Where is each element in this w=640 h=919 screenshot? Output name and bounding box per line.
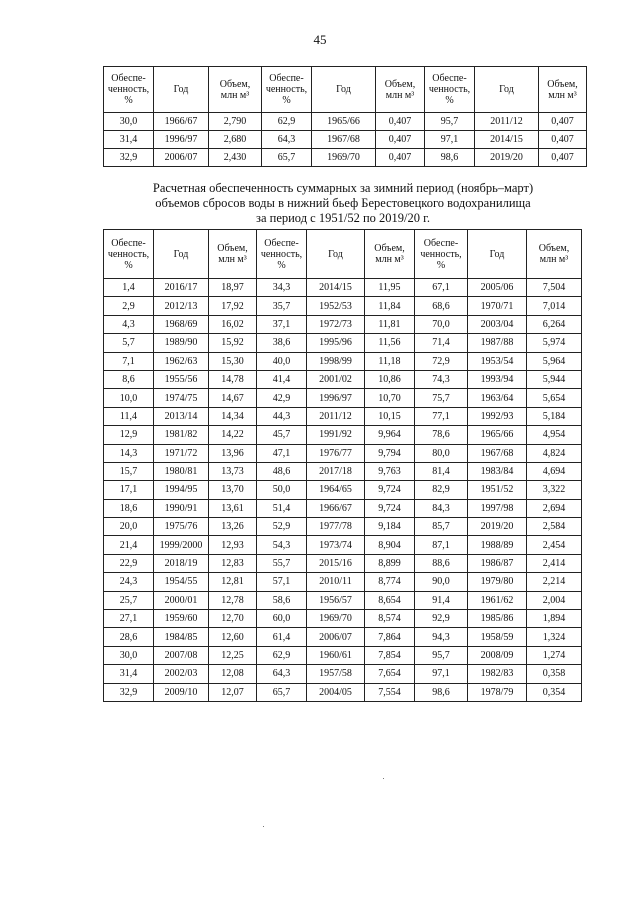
table-row [104, 573, 582, 591]
table-cell: 2011/12 [307, 407, 365, 425]
table-cell: 2009/10 [154, 683, 209, 701]
table-cell: 1971/72 [154, 444, 209, 462]
table-cell: 64,3 [262, 131, 312, 149]
table-cell: 8,574 [365, 610, 415, 628]
header-supply-1: Обеспе- ченность, % [104, 67, 154, 113]
table-cell: 1965/66 [468, 426, 527, 444]
table-cell: 1985/86 [468, 610, 527, 628]
table-cell: 75,7 [415, 389, 468, 407]
table-cell: 0,407 [539, 149, 587, 167]
table-cell: 84,3 [415, 499, 468, 517]
table-cell: 1959/60 [154, 610, 209, 628]
table-cell: 0,407 [539, 131, 587, 149]
table-cell: 2,584 [527, 518, 582, 536]
table-cell: 2000/01 [154, 591, 209, 609]
caption-line: Расчетная обеспеченность суммарных за зимний период (ноябрь–март) [152, 181, 534, 195]
table-cell: 14,67 [209, 389, 257, 407]
table-cell: 12,83 [209, 554, 257, 572]
table-cell: 2,454 [527, 536, 582, 554]
table-cell: 62,9 [262, 113, 312, 131]
table-cell: 14,34 [209, 407, 257, 425]
table-cell: 2003/04 [468, 315, 527, 333]
table-cell: 12,70 [209, 610, 257, 628]
table-cell: 2012/13 [154, 297, 209, 315]
table-cell: 1957/58 [307, 665, 365, 683]
table-cell: 90,0 [415, 573, 468, 591]
table-cell: 71,4 [415, 334, 468, 352]
table-cell: 13,26 [209, 518, 257, 536]
table-cell: 10,0 [104, 389, 154, 407]
table-cell: 2006/07 [154, 149, 209, 167]
table-cell: 1973/74 [307, 536, 365, 554]
table-cell: 1975/76 [154, 518, 209, 536]
table-cell: 98,6 [415, 683, 468, 701]
table-cell: 9,184 [365, 518, 415, 536]
table-cell: 1954/55 [154, 573, 209, 591]
table-cell: 1969/70 [307, 610, 365, 628]
table-cell: 1998/99 [307, 352, 365, 370]
table-row [104, 683, 582, 701]
table-cell: 7,654 [365, 665, 415, 683]
table-cell: 5,964 [527, 352, 582, 370]
table-row [104, 444, 582, 462]
table-cell: 5,974 [527, 334, 582, 352]
table-cell: 27,1 [104, 610, 154, 628]
table-cell: 1999/2000 [154, 536, 209, 554]
header-volume-3: Объем, млн м³ [527, 230, 582, 279]
table-cell: 7,1 [104, 352, 154, 370]
table-cell: 1972/73 [307, 315, 365, 333]
table-cell: 31,4 [104, 665, 154, 683]
table-cell: 5,184 [527, 407, 582, 425]
table-cell: 2011/12 [475, 113, 539, 131]
table-cell: 4,694 [527, 462, 582, 480]
table-cell: 10,70 [365, 389, 415, 407]
table-cell: 1970/71 [468, 297, 527, 315]
table-cell: 10,15 [365, 407, 415, 425]
table-cell: 1984/85 [154, 628, 209, 646]
table-row [104, 554, 582, 572]
table-cell: 7,854 [365, 646, 415, 664]
table-cell: 4,824 [527, 444, 582, 462]
table-cell: 98,6 [425, 149, 475, 167]
table-cell: 2014/15 [475, 131, 539, 149]
table-cell: 25,7 [104, 591, 154, 609]
table-cell: 1991/92 [307, 426, 365, 444]
table-cell: 11,56 [365, 334, 415, 352]
table-cell: 0,407 [376, 149, 425, 167]
table-cell: 7,554 [365, 683, 415, 701]
table-cell: 40,0 [257, 352, 307, 370]
table-cell: 2,414 [527, 554, 582, 572]
table-cell: 1997/98 [468, 499, 527, 517]
table-cell: 97,1 [425, 131, 475, 149]
table-row [104, 352, 582, 370]
table-cell: 1963/64 [468, 389, 527, 407]
table-cell: 1983/84 [468, 462, 527, 480]
table-cell: 70,0 [415, 315, 468, 333]
table-cell: 9,724 [365, 481, 415, 499]
table-cell: 11,4 [104, 407, 154, 425]
table-cell: 13,61 [209, 499, 257, 517]
table-cell: 88,6 [415, 554, 468, 572]
table-cell: 8,899 [365, 554, 415, 572]
table-cell: 1993/94 [468, 370, 527, 388]
table-row [104, 665, 582, 683]
table-cell: 58,6 [257, 591, 307, 609]
table-cell: 2,694 [527, 499, 582, 517]
table-cell: 1,4 [104, 279, 154, 297]
table-cell: 11,18 [365, 352, 415, 370]
table-cell: 1952/53 [307, 297, 365, 315]
table-cell: 2,004 [527, 591, 582, 609]
table-cell: 1986/87 [468, 554, 527, 572]
table-cell: 51,4 [257, 499, 307, 517]
table-cell: 2,9 [104, 297, 154, 315]
header-year-1: Год [154, 67, 209, 113]
table-cell: 2002/03 [154, 665, 209, 683]
table-cell: 18,6 [104, 499, 154, 517]
table-cell: 54,3 [257, 536, 307, 554]
table-header-row [104, 230, 582, 279]
table-cell: 1956/57 [307, 591, 365, 609]
table-cell: 2006/07 [307, 628, 365, 646]
table-row [104, 149, 587, 167]
table-cell: 14,3 [104, 444, 154, 462]
table-cell: 6,264 [527, 315, 582, 333]
table-cell: 2,214 [527, 573, 582, 591]
table-cell: 91,4 [415, 591, 468, 609]
table-cell: 0,407 [376, 131, 425, 149]
table-cell: 7,014 [527, 297, 582, 315]
table-cell: 64,3 [257, 665, 307, 683]
table-cell: 65,7 [257, 683, 307, 701]
header-supply-1: Обеспе- ченность, % [104, 230, 154, 279]
table-cell: 18,97 [209, 279, 257, 297]
table-cell: 28,6 [104, 628, 154, 646]
table-cell: 12,93 [209, 536, 257, 554]
table-cell: 1960/61 [307, 646, 365, 664]
header-supply-2: Обеспе- ченность, % [257, 230, 307, 279]
table-row [104, 334, 582, 352]
table-cell: 95,7 [415, 646, 468, 664]
table-cell: 12,9 [104, 426, 154, 444]
table-cell: 68,6 [415, 297, 468, 315]
table-cell: 13,73 [209, 462, 257, 480]
table-cell: 57,1 [257, 573, 307, 591]
table-cell: 14,22 [209, 426, 257, 444]
table-cell: 1974/75 [154, 389, 209, 407]
table-cell: 21,4 [104, 536, 154, 554]
table-body [104, 279, 582, 702]
table-cell: 1995/96 [307, 334, 365, 352]
scan-speck [383, 778, 384, 779]
winter-discharge-table [103, 229, 582, 702]
table-cell: 1951/52 [468, 481, 527, 499]
table-row [104, 518, 582, 536]
table-cell: 12,25 [209, 646, 257, 664]
table-cell: 1978/79 [468, 683, 527, 701]
table-cell: 32,9 [104, 683, 154, 701]
table-cell: 1996/97 [307, 389, 365, 407]
table-cell: 2004/05 [307, 683, 365, 701]
table-cell: 38,6 [257, 334, 307, 352]
header-volume-3: Объем, млн м³ [539, 67, 587, 113]
table-row [104, 113, 587, 131]
table-row [104, 315, 582, 333]
table-cell: 2,430 [209, 149, 262, 167]
table-cell: 1,894 [527, 610, 582, 628]
table-cell: 37,1 [257, 315, 307, 333]
table-cell: 17,1 [104, 481, 154, 499]
table-cell: 1977/78 [307, 518, 365, 536]
table-cell: 5,654 [527, 389, 582, 407]
table-cell: 60,0 [257, 610, 307, 628]
table-cell: 2007/08 [154, 646, 209, 664]
table-cell: 1967/68 [312, 131, 376, 149]
table-cell: 17,92 [209, 297, 257, 315]
table-cell: 1,324 [527, 628, 582, 646]
table-row [104, 407, 582, 425]
table-cell: 12,78 [209, 591, 257, 609]
table-cell: 2014/15 [307, 279, 365, 297]
table-cell: 1976/77 [307, 444, 365, 462]
table-row [104, 279, 582, 297]
table-cell: 50,0 [257, 481, 307, 499]
table-cell: 2005/06 [468, 279, 527, 297]
table-cell: 1966/67 [154, 113, 209, 131]
header-year-1: Год [154, 230, 209, 279]
table-row [104, 499, 582, 517]
header-year-2: Год [307, 230, 365, 279]
table-cell: 1966/67 [307, 499, 365, 517]
header-volume-2: Объем, млн м³ [376, 67, 425, 113]
header-supply-2: Обеспе- ченность, % [262, 67, 312, 113]
table-cell: 0,407 [539, 113, 587, 131]
header-year-3: Год [475, 67, 539, 113]
table-cell: 11,95 [365, 279, 415, 297]
table-cell: 45,7 [257, 426, 307, 444]
table-cell: 20,0 [104, 518, 154, 536]
table-cell: 1994/95 [154, 481, 209, 499]
table-cell: 1992/93 [468, 407, 527, 425]
scan-speck [263, 826, 264, 827]
table-cell: 2017/18 [307, 462, 365, 480]
table-cell: 65,7 [262, 149, 312, 167]
table-cell: 9,724 [365, 499, 415, 517]
table-cell: 74,3 [415, 370, 468, 388]
table-cell: 1988/89 [468, 536, 527, 554]
header-year-3: Год [468, 230, 527, 279]
table-cell: 7,864 [365, 628, 415, 646]
table-cell: 1955/56 [154, 370, 209, 388]
table-cell: 10,86 [365, 370, 415, 388]
table-cell: 1953/54 [468, 352, 527, 370]
table-cell: 3,322 [527, 481, 582, 499]
table-cell: 35,7 [257, 297, 307, 315]
table-cell: 30,0 [104, 646, 154, 664]
table-cell: 42,9 [257, 389, 307, 407]
table-cell: 77,1 [415, 407, 468, 425]
table-cell: 31,4 [104, 131, 154, 149]
table-cell: 12,60 [209, 628, 257, 646]
table-cell: 2008/09 [468, 646, 527, 664]
table-cell: 15,30 [209, 352, 257, 370]
header-year-2: Год [312, 67, 376, 113]
table-cell: 9,763 [365, 462, 415, 480]
table-body [104, 113, 587, 167]
table-cell: 48,6 [257, 462, 307, 480]
table-continuation [103, 66, 587, 167]
table-cell: 95,7 [425, 113, 475, 131]
table-cell: 92,9 [415, 610, 468, 628]
table-cell: 1967/68 [468, 444, 527, 462]
table-cell: 8,774 [365, 573, 415, 591]
table-cell: 12,08 [209, 665, 257, 683]
table-cell: 1961/62 [468, 591, 527, 609]
table-cell: 2,680 [209, 131, 262, 149]
table-row [104, 610, 582, 628]
table-cell: 80,0 [415, 444, 468, 462]
table-cell: 1962/63 [154, 352, 209, 370]
table-cell: 30,0 [104, 113, 154, 131]
table-cell: 47,1 [257, 444, 307, 462]
table-cell: 9,964 [365, 426, 415, 444]
table-row [104, 370, 582, 388]
header-volume-1: Объем, млн м³ [209, 67, 262, 113]
table-cell: 5,7 [104, 334, 154, 352]
table-cell: 2,790 [209, 113, 262, 131]
table-row [104, 297, 582, 315]
table-cell: 32,9 [104, 149, 154, 167]
table-cell: 5,944 [527, 370, 582, 388]
table-cell: 16,02 [209, 315, 257, 333]
table-cell: 1979/80 [468, 573, 527, 591]
table-row [104, 389, 582, 407]
table-cell: 55,7 [257, 554, 307, 572]
table-cell: 2010/11 [307, 573, 365, 591]
table-cell: 44,3 [257, 407, 307, 425]
table-cell: 1969/70 [312, 149, 376, 167]
table-cell: 1965/66 [312, 113, 376, 131]
table-cell: 1958/59 [468, 628, 527, 646]
table-cell: 61,4 [257, 628, 307, 646]
table-cell: 8,654 [365, 591, 415, 609]
table-cell: 8,6 [104, 370, 154, 388]
header-volume-1: Объем, млн м³ [209, 230, 257, 279]
table-cell: 2019/20 [475, 149, 539, 167]
table-cell: 13,70 [209, 481, 257, 499]
caption-line: объемов сбросов воды в нижний бьеф Берестовецкого водохранилища [155, 196, 531, 210]
table-cell: 94,3 [415, 628, 468, 646]
table-cell: 15,7 [104, 462, 154, 480]
header-volume-2: Объем, млн м³ [365, 230, 415, 279]
table-cell: 41,4 [257, 370, 307, 388]
table-cell: 62,9 [257, 646, 307, 664]
table-cell: 85,7 [415, 518, 468, 536]
table-cell: 82,9 [415, 481, 468, 499]
table-caption [103, 181, 583, 226]
table-cell: 97,1 [415, 665, 468, 683]
page-number: 45 [313, 32, 327, 47]
table-header-row [104, 67, 587, 113]
table-cell: 1989/90 [154, 334, 209, 352]
table-cell: 0,358 [527, 665, 582, 683]
table-cell: 1968/69 [154, 315, 209, 333]
table-cell: 81,4 [415, 462, 468, 480]
table-cell: 1981/82 [154, 426, 209, 444]
table-row [104, 481, 582, 499]
table-row [104, 591, 582, 609]
table-row [104, 628, 582, 646]
table-cell: 1,274 [527, 646, 582, 664]
table-row [104, 646, 582, 664]
table-cell: 1987/88 [468, 334, 527, 352]
table-cell: 0,354 [527, 683, 582, 701]
header-supply-3: Обеспе- ченность, % [425, 67, 475, 113]
table-cell: 2018/19 [154, 554, 209, 572]
table-row [104, 131, 587, 149]
table-row [104, 426, 582, 444]
table-cell: 34,3 [257, 279, 307, 297]
table-cell: 2016/17 [154, 279, 209, 297]
table-cell: 52,9 [257, 518, 307, 536]
header-supply-3: Обеспе- ченность, % [415, 230, 468, 279]
table-cell: 78,6 [415, 426, 468, 444]
table-cell: 1990/91 [154, 499, 209, 517]
table-cell: 15,92 [209, 334, 257, 352]
table-cell: 2013/14 [154, 407, 209, 425]
table-cell: 11,84 [365, 297, 415, 315]
table-cell: 2001/02 [307, 370, 365, 388]
table-cell: 1982/83 [468, 665, 527, 683]
table-cell: 4,954 [527, 426, 582, 444]
table-cell: 67,1 [415, 279, 468, 297]
table-cell: 1964/65 [307, 481, 365, 499]
table-cell: 2015/16 [307, 554, 365, 572]
table-cell: 8,904 [365, 536, 415, 554]
table-cell: 24,3 [104, 573, 154, 591]
table-cell: 11,81 [365, 315, 415, 333]
caption-line: за период с 1951/52 по 2019/20 г. [256, 211, 430, 225]
table-cell: 1980/81 [154, 462, 209, 480]
table-cell: 9,794 [365, 444, 415, 462]
table-row [104, 462, 582, 480]
table-cell: 72,9 [415, 352, 468, 370]
table-row [104, 536, 582, 554]
table-cell: 14,78 [209, 370, 257, 388]
table-cell: 12,81 [209, 573, 257, 591]
table-cell: 13,96 [209, 444, 257, 462]
table-cell: 4,3 [104, 315, 154, 333]
table-cell: 0,407 [376, 113, 425, 131]
table-cell: 87,1 [415, 536, 468, 554]
table-cell: 2019/20 [468, 518, 527, 536]
table-cell: 7,504 [527, 279, 582, 297]
table-cell: 12,07 [209, 683, 257, 701]
table-cell: 1996/97 [154, 131, 209, 149]
table-cell: 22,9 [104, 554, 154, 572]
